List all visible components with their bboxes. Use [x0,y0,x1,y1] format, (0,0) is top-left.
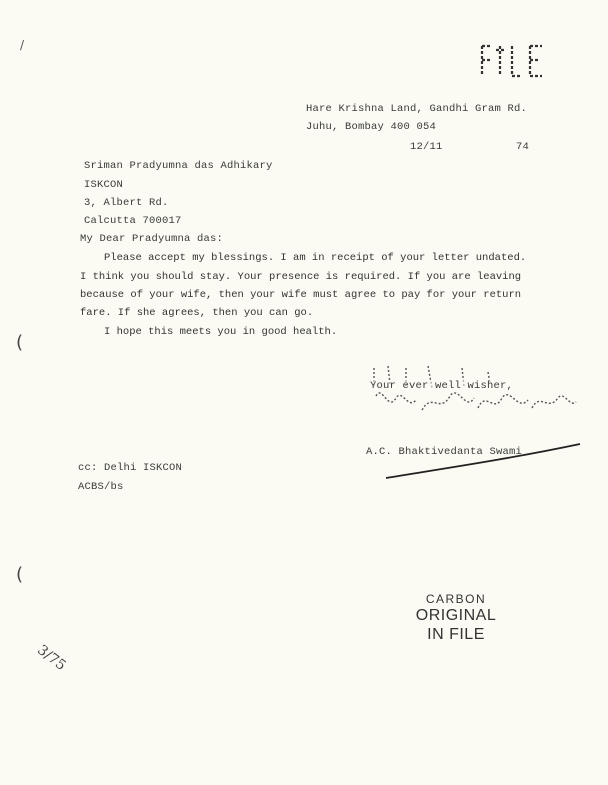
cc-line: cc: Delhi ISKCON [78,462,183,474]
recipient-street: 3, Albert Rd. [84,197,169,209]
punch-mark-lower: ( [16,564,24,585]
body-line-4: fare. If she agrees, then you can go. [80,307,314,319]
body-line-3: because of your wife, then your wife must agree to pay for your return [80,289,522,301]
signature-name: A.C. Bhaktivedanta Swami [366,446,523,458]
signature-underline-stroke [384,440,584,484]
carbon-stamp-line2: ORIGINAL [415,607,497,624]
carbon-stamp-line3: IN FILE [427,626,485,643]
sender-address-line2: Juhu, Bombay 400 054 [306,121,437,133]
handwritten-note: 3/75 [34,642,69,674]
body-line-1: Please accept my blessings. I am in receipt of your letter undated. [104,252,527,264]
salutation: My Dear Pradyumna das: [80,233,224,245]
body-line-2: I think you should stay. Your presence is required. If you are leaving [80,271,522,283]
recipient-name: Sriman Pradyumna das Adhikary [84,160,273,172]
body-line-5: I hope this meets you in good health. [104,326,338,338]
typist-initials: ACBS/bs [78,481,124,493]
letter-date: 12/11 [410,141,443,153]
corner-mark: / [20,38,25,52]
sender-address-line1: Hare Krishna Land, Gandhi Gram Rd. [306,103,528,115]
recipient-org: ISKCON [84,179,124,191]
closing: Your ever well wisher, [370,380,514,392]
carbon-stamp-line1: CARBON [425,592,487,606]
letter-date-year: 74 [516,141,530,153]
punch-mark-upper: ( [16,332,24,353]
recipient-city: Calcutta 700017 [84,215,182,227]
signature-scribble [362,362,582,430]
signature [362,362,582,430]
signature-underline [384,440,584,484]
file-stamp-graphic [476,42,548,82]
file-stamp [476,42,548,82]
